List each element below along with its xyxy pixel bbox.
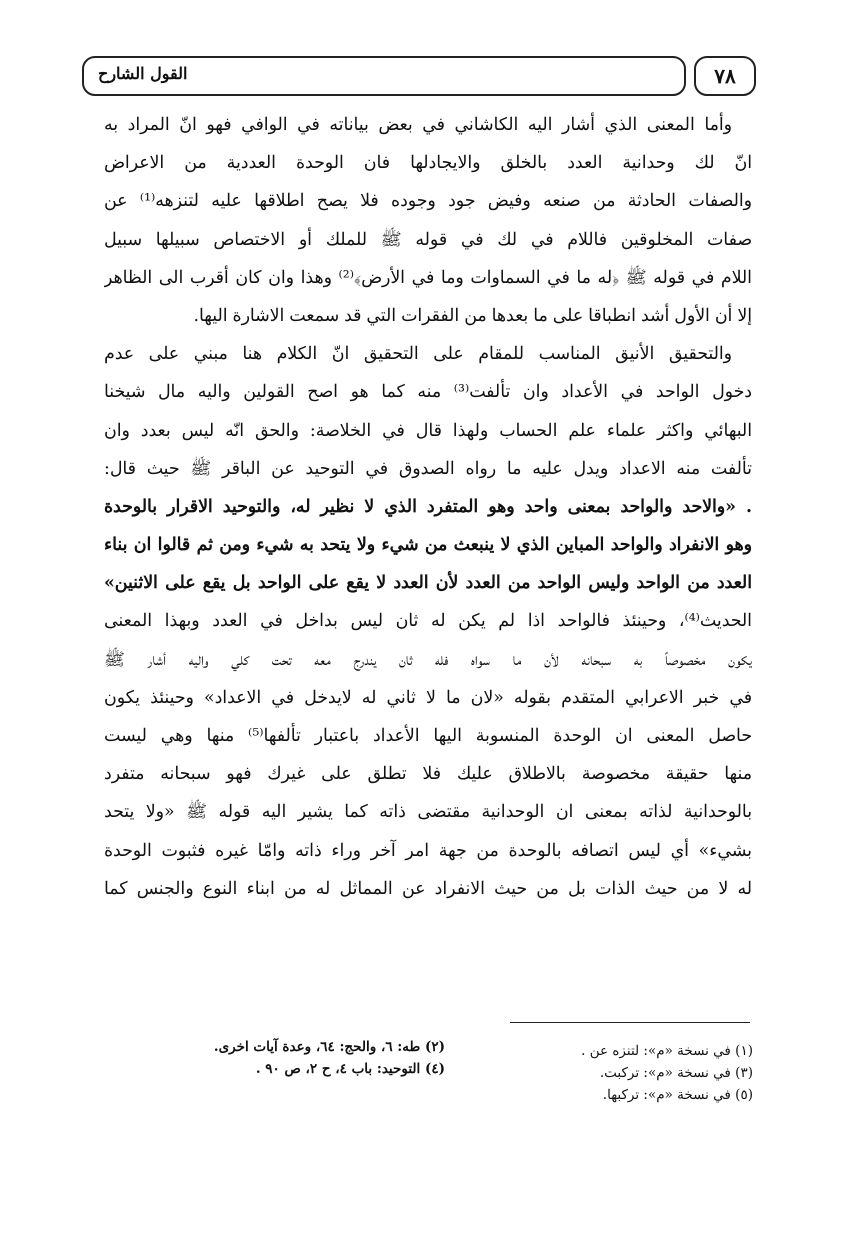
text-line: البهائي واكثر علماء علم الحساب ولهذا قال في الخلاصة: والحق انّه ليس بعدد وان bbox=[104, 420, 752, 441]
footnote: (٢) طه: ٦، والحج: ٦٤، وعدة آيات اخرى. bbox=[213, 1039, 445, 1055]
text-line: له لا من حيث الذات بل من حيث الانفراد عن المماثل له من ابناء النوع والجنس كما bbox=[104, 878, 752, 899]
footnotes-left-column bbox=[214, 1036, 445, 1080]
text-line: الحديث⁽⁴⁾، وحينئذ فالواحد اذا لم يكن له ثان ليس بداخل في العدد وبهذا المعنى bbox=[104, 611, 752, 632]
quote-line: . «والاحد والواحد بمعنى واحد وهو المتفرد الذي لا نظير له، والتوحيد الاقرار بالوحدة bbox=[104, 496, 752, 517]
footnote: (١) في نسخة «م»: لتنزه عن . bbox=[581, 1043, 753, 1059]
text-line: صفات المخلوقين فاللام في لك في قوله ﷺ للملك أو الاختصاص سبيلها سبيل bbox=[104, 229, 752, 250]
quote-line: العدد من الواحد وليس الواحد من العدد لأن العدد لا يقع على الواحد بل يقع على الاثنين» bbox=[104, 573, 752, 594]
main-text bbox=[104, 106, 752, 908]
text-line: والتحقيق الأنيق المناسب للمقام على التحقيق انّ الكلام هنا مبني على عدم bbox=[104, 344, 732, 365]
footnotes-right-column bbox=[581, 1040, 753, 1106]
footnote: (٣) في نسخة «م»: تركبت. bbox=[599, 1065, 753, 1081]
text-line: حاصل المعنى ان الوحدة المنسوبة اليها الأعداد باعتبار تألفها⁽⁵⁾ منها وهي ليست bbox=[104, 726, 752, 746]
text-line: بالوحدانية لذاته بمعنى ان الوحدانية مقتضى ذاته كما يشير اليه قوله ﷺ «ولا يتحد bbox=[104, 802, 752, 823]
text-line: في خبر الاعرابي المتقدم بقوله «لان ما لا ثاني له لايدخل في الاعداد» وحينئذ يكون bbox=[104, 687, 752, 708]
text-line: والصفات الحادثة من صنعه وفيض جود وجوده فلا يصح اطلاقها عليه لتنزهه⁽¹⁾ عن bbox=[104, 191, 752, 212]
page-number: ٧٨ bbox=[694, 56, 756, 96]
footnote: (٥) في نسخة «م»: تركبها. bbox=[602, 1087, 753, 1103]
footnote: (٤) التوحيد: باب ٤، ح ٢، ص ٩٠ . bbox=[255, 1061, 445, 1077]
text-line: إلا أن الأول أشد انطباقا على ما بعدها من الفقرات التي قد سمعت الاشارة اليها. bbox=[193, 305, 752, 326]
text-line: وأما المعنى الذي أشار اليه الكاشاني في بعض بياناته في الوافي فهو انّ المراد به bbox=[104, 115, 732, 135]
running-header bbox=[82, 56, 686, 96]
text-line: تألفت منه الاعداد ويدل عليه ما رواه الصدوق في التوحيد عن الباقر ﷺ حيث قال: bbox=[104, 458, 752, 479]
text-line: انّ لك وحدانية العدد بالخلق والايجادلها فان الوحدة العددية من الاعراض bbox=[104, 153, 752, 174]
running-header-title: القول الشارح bbox=[98, 64, 188, 83]
text-line: دخول الواحد في الأعداد وان تألفت⁽³⁾ منه كما هو اصح القولين واليه مال شيخنا bbox=[104, 382, 752, 403]
footnote-divider bbox=[510, 1022, 750, 1023]
text-line: منها حقيقة مخصوصة بالاطلاق عليك فلا تطلق على غيرك فهو سبحانه متفرد bbox=[104, 764, 752, 785]
text-line: اللام في قوله ﷺ ﴿له ما في السماوات وما في الأرض﴾⁽²⁾ وهذا وان كان أقرب الى الظاهر bbox=[104, 267, 752, 288]
text-line: يكون مخصوصاً به سبحانه لأن ما سواه فله ثان يندرج معه تحت كلي واليه أشار ﷺ bbox=[104, 649, 752, 670]
quote-line: وهو الانفراد والواحد المباين الذي لا ينبعث من شيء ولا يتحد به شيء ومن ثم قالوا ان بناء bbox=[104, 535, 752, 556]
text-line: بشيء» أي ليس اتصافه بالوحدة من جهة امر آخر وراء ذاته وامّا غيره فثبوت الوحدة bbox=[104, 840, 752, 861]
